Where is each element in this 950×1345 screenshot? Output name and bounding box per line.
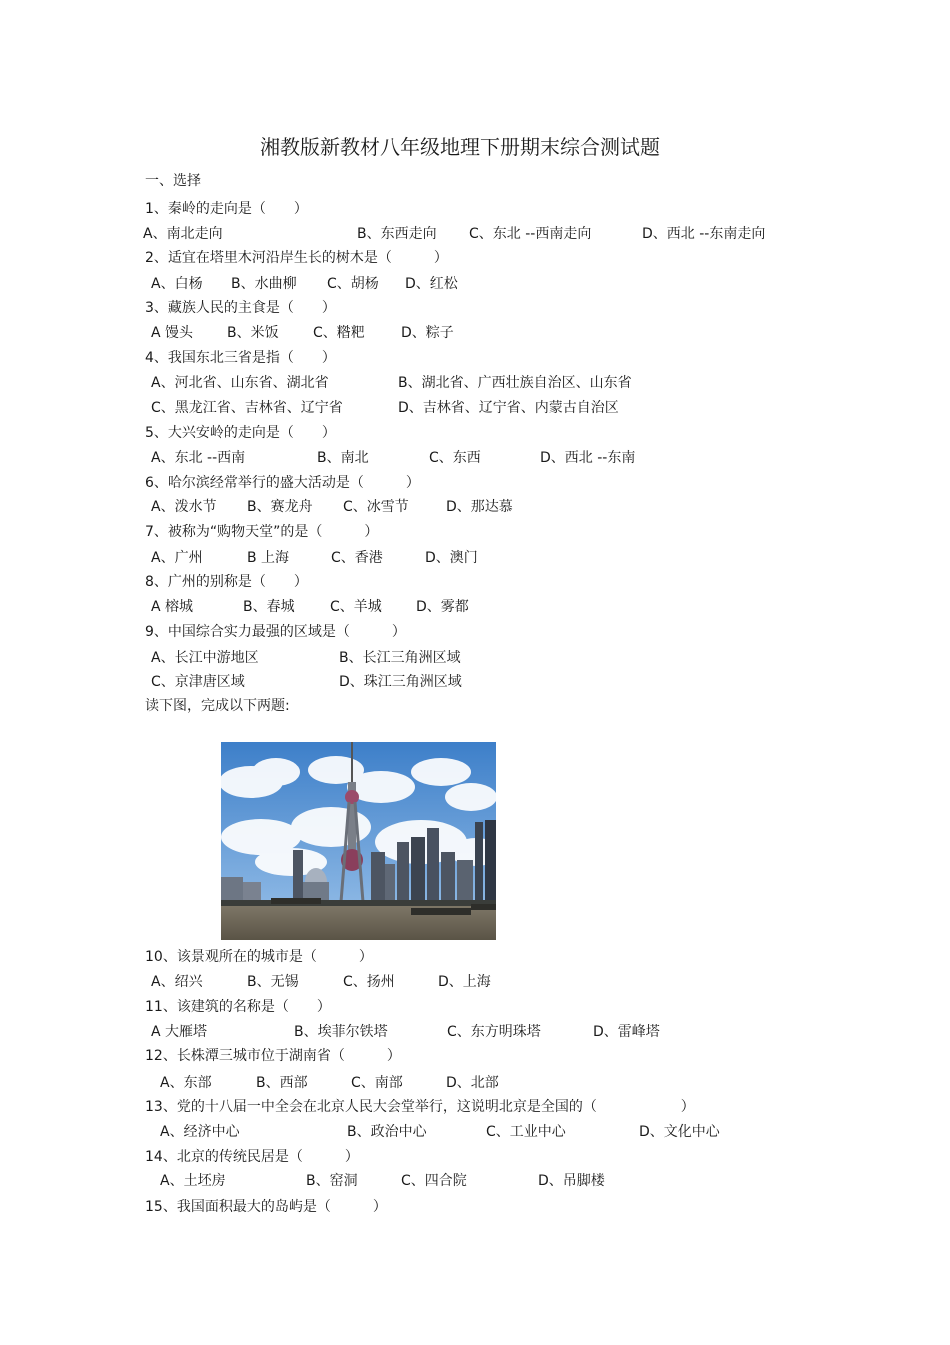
q10-option-b: B、无锡 bbox=[247, 974, 299, 990]
question-5-stem: 5、大兴安岭的走向是（ ） bbox=[145, 425, 336, 441]
question-15-stem: 15、我国面积最大的岛屿是（ ） bbox=[145, 1199, 387, 1215]
q10-option-d: D、上海 bbox=[438, 974, 491, 990]
question-8-stem: 8、广州的别称是（ ） bbox=[145, 574, 308, 590]
q8-option-a: A 榕城 bbox=[151, 599, 194, 615]
question-10-options bbox=[151, 972, 551, 992]
q7-option-a: A、广州 bbox=[151, 550, 203, 566]
q6-option-b: B、赛龙舟 bbox=[247, 499, 313, 515]
q1-option-c: C、东北 --西南走向 bbox=[469, 226, 592, 242]
q9-option-d: D、珠江三角洲区域 bbox=[339, 674, 462, 690]
q4-option-b: B、湖北省、广西壮族自治区、山东省 bbox=[398, 375, 632, 391]
q14-option-d: D、吊脚楼 bbox=[538, 1173, 605, 1189]
q11-option-a: A 大雁塔 bbox=[151, 1024, 208, 1040]
q5-option-d: D、西北 --东南 bbox=[540, 450, 636, 466]
q9-option-b: B、长江三角洲区域 bbox=[339, 650, 461, 666]
q14-option-a: A、土坯房 bbox=[160, 1173, 226, 1189]
q3-option-b: B、米饭 bbox=[227, 325, 279, 341]
read-figure-instruction: 读下图，完成以下两题: bbox=[145, 698, 290, 714]
q8-option-c: C、羊城 bbox=[330, 599, 382, 615]
q9-option-c: C、京津唐区域 bbox=[151, 674, 245, 690]
q1-option-d: D、西北 --东南走向 bbox=[642, 226, 766, 242]
question-7-stem: 7、被称为“购物天堂”的是（ ） bbox=[145, 524, 379, 540]
q3-option-c: C、糌粑 bbox=[313, 325, 365, 341]
q11-option-d: D、雷峰塔 bbox=[593, 1024, 660, 1040]
question-14-stem: 14、北京的传统民居是（ ） bbox=[145, 1149, 359, 1165]
q2-option-b: B、水曲柳 bbox=[231, 276, 297, 292]
shoreline bbox=[221, 900, 496, 906]
q13-option-c: C、工业中心 bbox=[486, 1124, 566, 1140]
question-12-options bbox=[160, 1073, 560, 1093]
q13-option-b: B、政治中心 bbox=[347, 1124, 427, 1140]
q8-option-d: D、雾都 bbox=[416, 599, 469, 615]
q7-option-c: C、香港 bbox=[331, 550, 383, 566]
q3-option-a: A 馒头 bbox=[151, 325, 194, 341]
question-4-options-row2 bbox=[151, 398, 711, 418]
question-8-options bbox=[151, 597, 551, 617]
section-heading: 一、选择 bbox=[145, 173, 201, 189]
page-title: 湘教版新教材八年级地理下册期末综合测试题 bbox=[260, 135, 660, 159]
question-3-stem: 3、藏族人民的主食是（ ） bbox=[145, 300, 336, 316]
question-11-stem: 11、该建筑的名称是（ ） bbox=[145, 999, 331, 1015]
question-9-options-row2 bbox=[151, 672, 551, 692]
q5-option-a: A、东北 --西南 bbox=[151, 450, 246, 466]
q14-option-b: B、窑洞 bbox=[306, 1173, 358, 1189]
question-2-options bbox=[151, 274, 551, 294]
q6-option-d: D、那达慕 bbox=[446, 499, 513, 515]
q10-option-a: A、绍兴 bbox=[151, 974, 203, 990]
skyline-photo bbox=[221, 742, 496, 940]
q6-option-c: C、冰雪节 bbox=[343, 499, 409, 515]
q1-option-a: A、南北走向 bbox=[143, 226, 223, 242]
question-4-stem: 4、我国东北三省是指（ ） bbox=[145, 350, 336, 366]
q2-option-d: D、红松 bbox=[405, 276, 458, 292]
question-9-options-row1 bbox=[151, 648, 551, 668]
q2-option-a: A、白杨 bbox=[151, 276, 203, 292]
q14-option-c: C、四合院 bbox=[401, 1173, 467, 1189]
q10-option-c: C、扬州 bbox=[343, 974, 395, 990]
question-11-options bbox=[151, 1022, 751, 1042]
question-2-stem: 2、适宜在塔里木河沿岸生长的树木是（ ） bbox=[145, 250, 448, 266]
q4-option-d: D、吉林省、辽宁省、内蒙古自治区 bbox=[398, 400, 619, 416]
question-1-stem: 1、秦岭的走向是（ ） bbox=[145, 201, 308, 217]
q12-option-b: B、西部 bbox=[256, 1075, 308, 1091]
question-6-stem: 6、哈尔滨经常举行的盛大活动是（ ） bbox=[145, 475, 420, 491]
q7-option-d: D、澳门 bbox=[425, 550, 478, 566]
question-14-options bbox=[160, 1171, 660, 1191]
q6-option-a: A、泼水节 bbox=[151, 499, 217, 515]
q12-option-a: A、东部 bbox=[160, 1075, 212, 1091]
q8-option-b: B、春城 bbox=[243, 599, 295, 615]
q4-option-c: C、黑龙江省、吉林省、辽宁省 bbox=[151, 400, 343, 416]
q13-option-a: A、经济中心 bbox=[160, 1124, 240, 1140]
q12-option-c: C、南部 bbox=[351, 1075, 403, 1091]
question-3-options bbox=[151, 323, 551, 343]
question-4-options-row1 bbox=[151, 373, 711, 393]
q5-option-b: B、南北 bbox=[317, 450, 369, 466]
question-13-stem: 13、党的十八届一中全会在北京人民大会堂举行，这说明北京是全国的（ ） bbox=[145, 1099, 695, 1115]
question-7-options bbox=[151, 548, 551, 568]
question-10-stem: 10、该景观所在的城市是（ ） bbox=[145, 949, 373, 965]
q2-option-c: C、胡杨 bbox=[327, 276, 379, 292]
q13-option-d: D、文化中心 bbox=[639, 1124, 720, 1140]
q1-option-b: B、东西走向 bbox=[357, 226, 437, 242]
q7-option-b: B 上海 bbox=[247, 550, 290, 566]
question-12-stem: 12、长株潭三城市位于湖南省（ ） bbox=[145, 1048, 401, 1064]
question-5-options bbox=[151, 448, 711, 468]
question-1-options bbox=[143, 224, 823, 244]
q12-option-d: D、北部 bbox=[446, 1075, 499, 1091]
q9-option-a: A、长江中游地区 bbox=[151, 650, 259, 666]
q5-option-c: C、东西 bbox=[429, 450, 481, 466]
q3-option-d: D、粽子 bbox=[401, 325, 454, 341]
question-13-options bbox=[160, 1122, 760, 1142]
question-6-options bbox=[151, 497, 551, 517]
question-9-stem: 9、中国综合实力最强的区域是（ ） bbox=[145, 624, 406, 640]
q11-option-b: B、埃菲尔铁塔 bbox=[294, 1024, 388, 1040]
q4-option-a: A、河北省、山东省、湖北省 bbox=[151, 375, 329, 391]
q11-option-c: C、东方明珠塔 bbox=[447, 1024, 541, 1040]
